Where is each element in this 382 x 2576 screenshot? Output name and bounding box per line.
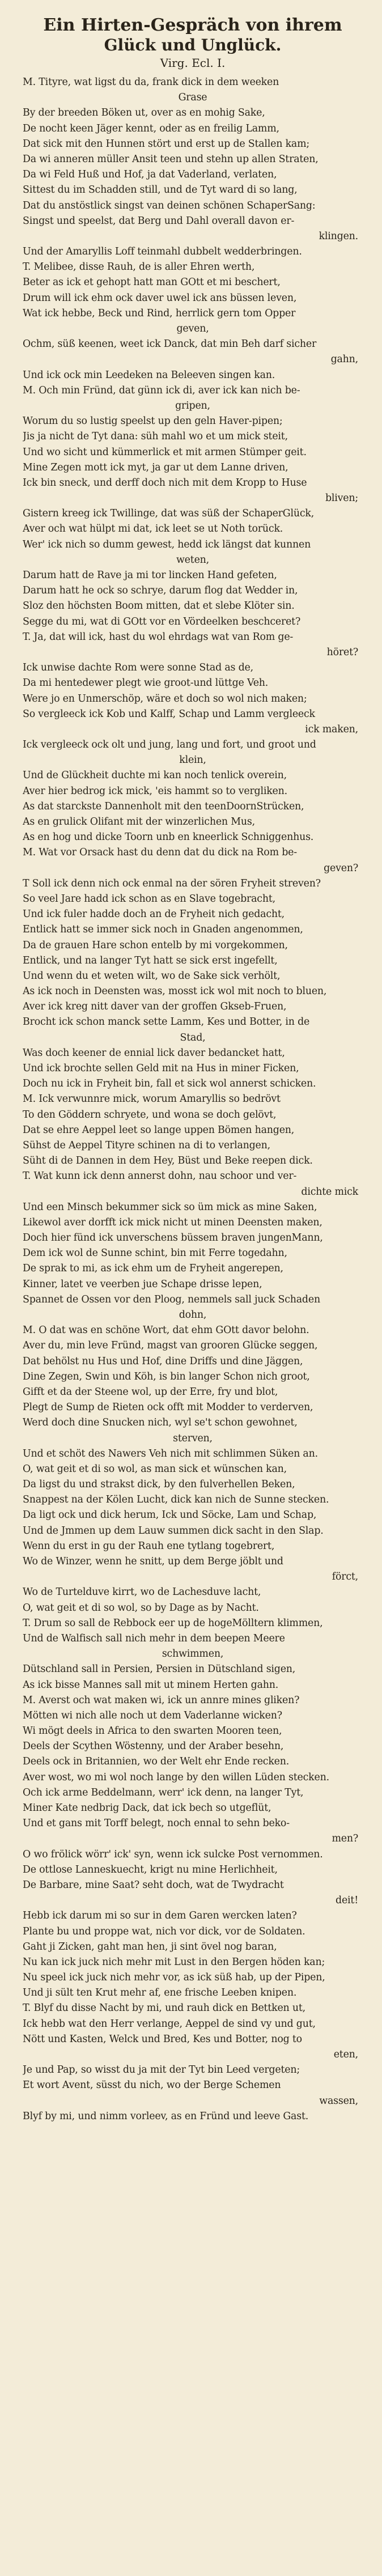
verse-line: De Barbare, mine Saat? seht doch, wat de Twydracht [23,1879,284,1891]
verse-line: weten, [176,554,209,566]
verse-line: Segge du mi, wat di GOtt vor en Vördeelken beschceret? [23,616,301,627]
verse-line: As ick bisse Mannes sall mit ut minem Herten gahn. [23,1679,279,1691]
page-title: Ein Hirten-Gespräch von ihrem [43,15,342,35]
verse-line: Sloz den höchsten Boom mitten, dat et slebe Klöter sin. [23,600,295,612]
verse-line: Plegt de Sump de Rieten ock offt mit Modder to verderven, [23,1402,313,1414]
verse-line: T. Melibee, disse Rauh, de is aller Ehren werth, [23,261,255,273]
verse-line: Da wi Feld Huß und Hof, ja dat Vaderland, verlaten, [23,169,277,181]
verse-line: Aver wost, wo mi wol noch lange by den willen Lüden stecken. [23,1771,329,1783]
verse-line: Miner Kate nedbrig Dack, dat ick bech so utgeflüt, [23,1802,271,1814]
verse-line: Werd doch dine Snucken nich, wyl se't schon gewohnet, [23,1417,298,1429]
verse-line: Da ligt ock und dick herum, Ick und Söcke, Lam und Schap, [23,1509,317,1521]
verse-line: Wenn du erst in gu der Rauh ene tytlang togebrert, [23,1540,275,1552]
verse-line: gahn, [330,354,358,366]
verse-line: Beter as ick et gehopt hatt man GOtt et mi beschert, [23,277,281,288]
verse-line: Nu speel ick juck nich mehr vor, as ick süß hab, up der Pipen, [23,1972,325,1984]
verse-line: M. Och min Fründ, dat günn ick di, aver ick kan nich be- [23,384,300,396]
verse-line: Aver du, min leve Fründ, magst van grooren Glücke seggen, [23,1340,318,1352]
verse-line: Et wort Avent, süsst du nich, wo der Berge Schemen [23,2080,281,2091]
verse-line: Entlick hatt se immer sick noch in Gnaden angenommen, [23,924,303,936]
verse-line: As en hog und dicke Toorn unb en kneerlick Schniggenhus. [23,831,314,843]
verse-line: Und ji sült ten Krut mehr af, ene frische Leeben knipen. [23,1987,297,1999]
verse-line: Und een Minsch bekummer sick so üm mick as mine Saken, [23,1201,317,1213]
verse-line: Mine Zegen mott ick myt, ja gar ut dem Lanne driven, [23,461,288,473]
verse-line: M. Tityre, wat ligst du da, frank dick in dem weeken [23,77,279,88]
verse-line: Da mi hentedewer plegt wie groot-und lüttge Veh. [23,677,269,689]
verse-line: dohn, [179,1309,207,1321]
verse-line: Gifft et da der Steene wol, up der Erre, fry und blot, [23,1386,278,1398]
verse-line: Ick unwise dachte Rom were sonne Stad as de, [23,662,253,674]
verse-line: Darum hatt de Rave ja mi tor lincken Hand gefeten, [23,570,277,581]
verse-line: klein, [179,754,206,766]
verse-line: Dat du anstöstlick singst van deinen schönen SchaperSang: [23,200,316,211]
verse-line: M. Wat vor Orsack hast du denn dat du dick na Rom be- [23,847,297,859]
verse-line: O wo frölick wörr' ick' syn, wenn ick sulcke Post vernommen. [23,1848,323,1860]
verse-line: T. Blyf du disse Nacht by mi, und rauh dick en Bettken ut, [23,2002,306,2014]
verse-line: Brocht ick schon manck sette Lamm, Kes und Botter, in de [23,1016,310,1028]
verse-line: Ochm, süß keenen, weet ick Danck, dat min Beh darf sicher [23,338,317,350]
verse-line: T. Drum so sall de Rebbock eer up de hogeMölltern klimmen, [23,1617,323,1629]
verse-line: gripen, [175,400,210,411]
verse-line: Grase [178,92,207,104]
verse-line: Und wo sicht und kümmerlick et mit armen Stümper geit. [23,446,307,458]
verse-line: Und de Jmmen up dem Lauw summen dick sacht in den Slap. [23,1525,324,1537]
verse-line: Je und Pap, so wisst du ja mit der Tyt bin Leed vergeten; [23,2064,300,2076]
page-subtitle: Glück und Unglück. [104,36,282,54]
verse-line: Und der Amaryllis Loff teinmahl dubbelt wedderbringen. [23,246,302,258]
verse-line: Plante bu und proppe wat, nich vor dick, vor de Soldaten. [23,1925,305,1937]
verse-line: Spannet de Ossen vor den Ploog, nemmels sall juck Schaden [23,1293,320,1305]
verse-line: Da de grauen Hare schon entelb by mi vorgekommen, [23,939,288,951]
verse-line: Wo de Winzer, wenn he snitt, up dem Berge jöblt und [23,1556,283,1567]
verse-line: Singst und speelst, dat Berg und Dahl overall davon er- [23,215,295,227]
verse-line: Aver och wat hülpt mi dat, ick leet se ut Noth torück. [23,523,283,535]
verse-line: Dem ick wol de Sunne schint, bin mit Ferre togedahn, [23,1247,287,1259]
verse-line: Dine Zegen, Swin und Köh, is bin langer Schon nich groot, [23,1370,310,1382]
verse-line: Doch hier fünd ick unverschens büssem braven jungenMann, [23,1232,323,1244]
verse-line: Da ligst du und strakst dick, by den fulverhellen Beken, [23,1479,295,1491]
verse-line: schwimmen, [162,1648,224,1660]
verse-line: As en grulick Olifant mit der winzerlichen Mus, [23,816,255,827]
verse-line: Nu kan ick juck nich mehr mit Lust in den Bergen höden kan; [23,1956,325,1968]
verse-line: Und et schöt des Nawers Veh nich mit schlimmen Süken an. [23,1448,318,1459]
verse-line: men? [332,1833,358,1845]
verse-line: Darum hatt he ock so schrye, darum flog dat Wedder in, [23,585,298,597]
verse-line: Da wi anneren müller Ansit teen und stehn up allen Straten, [23,153,319,165]
verse-line: De sprak to mi, as ick ehm um de Fryheit angerepen, [23,1263,283,1275]
verse-line: Was doch keener de ennial lick daver bedancket hatt, [23,1047,285,1059]
verse-line: Und ick fuler hadde doch an de Fryheit nich gedacht, [23,909,285,920]
source-reference: Virg. Ecl. I. [160,56,226,70]
verse-line: Wi mögt deels in Africa to den swarten Mooren teen, [23,1725,282,1737]
verse-line: To den Göddern schryete, und wona se doch gelövt, [23,1109,277,1121]
verse-line: As ick noch in Deensten was, mosst ick wol mit noch to bluen, [23,986,327,998]
verse-line: Ick bin sneck, und derff doch nich mit dem Kropp to Huse [23,477,307,489]
verse-line: förct, [332,1571,358,1583]
verse-line: Dat behölst nu Hus und Hof, dine Driffs und dine Jäggen, [23,1355,303,1367]
verse-line: Wer' ick nich so dumm gewest, hedd ick längst dat kunnen [23,538,311,550]
verse-line: geven? [324,862,358,874]
verse-line: M. Averst och wat maken wi, ick un annre mines gliken? [23,1694,300,1706]
verse-line: Und ick brochte sellen Geld mit na Hus in miner Ficken, [23,1063,299,1074]
verse-line: Were jo en Unmerschöp, wäre et doch so wol nich maken; [23,693,307,705]
verse-line: Dat se ehre Aeppel leet so lange uppen Bömen hangen, [23,1124,295,1136]
verse-line: T. Ja, dat will ick, hast du wol ehrdags wat van Rom ge- [23,631,294,643]
verse-line: Sittest du im Schadden still, und de Tyt ward di so lang, [23,184,298,196]
verse-line: Doch nu ick in Fryheit bin, fall et sick wol annerst schicken. [23,1078,316,1090]
verse-line: Sühst de Aeppel Tityre schinen na di to verlangen, [23,1139,270,1151]
verse-line: Blyf by mi, und nimm vorleev, as en Fründ und leeve Gast. [23,2110,309,2122]
verse-line: T Soll ick denn nich ock enmal na der sören Fryheit streven? [23,877,321,889]
verse-line: Wo de Turtelduve kirrt, wo de Lachesduve lacht, [23,1586,261,1598]
verse-line: Ick hebb wat den Herr verlange, Aeppel de sind vy und gut, [23,2018,316,2030]
verse-line: Snappest na der Kölen Lucht, dick kan nich de Sunne stecken. [23,1494,329,1506]
verse-line: wassen, [319,2095,358,2107]
verse-line: So vergleeck ick Kob und Kalff, Schap und Lamm vergleeck [23,708,315,720]
verse-line: Und et gans mit Torff belegt, noch ennal to sehn beko- [23,1818,290,1830]
verse-line: M. O dat was en schöne Wort, dat ehm GOtt davor belohn. [23,1325,309,1336]
verse-line: Worum du so lustig speelst up den geln Haver-pipen; [23,415,283,427]
verse-line: Gaht ji Zicken, gaht man hen, ji sint övel nog baran, [23,1941,277,1953]
verse-line: Stad, [180,1032,206,1043]
verse-line: ick maken, [305,723,358,735]
verse-line: De ottlose Lanneskuecht, krigt nu mine Herlichheit, [23,1864,278,1875]
poem-body [23,75,363,2124]
verse-line: O, wat geit et di so wol, as man sick et wünschen kan, [23,1463,287,1475]
verse-line: eten, [333,2049,358,2060]
verse-line: höret? [326,646,358,658]
verse-line: Entlick, und na langer Tyt hatt se sick erst ingefellt, [23,954,278,966]
verse-line: Drum will ick ehm ock daver uwel ick ans büssen leven, [23,292,297,304]
verse-line: Kinner, latet ve veerben jue Schape drisse lepen, [23,1278,262,1290]
verse-line: Und wenn du et weten wilt, wo de Sake sick verhölt, [23,970,281,982]
verse-line: klingen. [319,230,358,242]
verse-line: Likewol aver dorfft ick mick nicht ut minen Deensten maken, [23,1216,322,1228]
verse-line: Nött und Kasten, Welck und Bred, Kes und Botter, nog to [23,2033,302,2045]
verse-line: Ick vergleeck ock olt und jung, lang und fort, und groot und [23,739,316,751]
verse-line: Deels ock in Britannien, wo der Welt ehr Ende recken. [23,1756,290,1768]
verse-line: Mötten wi nich alle noch ut dem Vaderlanne wicken? [23,1709,282,1721]
verse-line: So veel Jare hadd ick schon as en Slave togebracht, [23,893,275,905]
verse-line: sterven, [173,1432,213,1444]
verse-line: deit! [336,1895,358,1907]
verse-line: Dütschland sall in Persien, Persien in Dütschland sigen, [23,1663,296,1675]
verse-line: Hebb ick darum mi so sur in dem Garen wercken laten? [23,1910,297,1922]
verse-line: Und de Glückheit duchte mi kan noch tenlick overein, [23,770,287,782]
verse-line: By der breeden Böken ut, over as en mohig Sake, [23,107,265,119]
verse-line: O, wat geit et di so wol, so by Dage as by Nacht. [23,1602,259,1614]
verse-line: As dat starckste Dannenholt mit den teenDoornStrücken, [23,800,304,812]
verse-line: bliven; [325,493,358,504]
verse-line: geven, [176,323,209,334]
verse-line: Und ick ock min Leedeken na Beleeven singen kan. [23,369,275,381]
verse-line: Dat sick mit den Hunnen stört und erst up de Stallen kam; [23,138,310,150]
verse-line: T. Wat kunn ick denn annerst dohn, nau schoor und ver- [23,1170,297,1182]
verse-line: dichte mick [301,1186,358,1198]
verse-line: Aver hier bedrog ick mick, 'eis hammt so to vergliken. [23,785,287,797]
verse-line: M. Ick verwunnre mick, worum Amaryllis so bedrövt [23,1093,281,1105]
verse-line: Och ick arme Beddelmann, werr' ick denn, na langer Tyt, [23,1786,304,1798]
verse-line: Und de Walfisch sall nich mehr in dem beepen Meere [23,1632,285,1644]
verse-line: Jis ja nicht de Tyt dana: süh mahl wo et um mick steit, [23,431,288,443]
verse-line: Deels der Scythen Wöstenny, und der Araber besehn, [23,1741,284,1752]
verse-line: Gistern kreeg ick Twillinge, dat was süß der SchaperGlück, [23,508,315,520]
verse-line: Aver ick kreg nitt daver van der groffen Gkseb-Fruen, [23,1001,287,1013]
verse-line: Wat ick hebbe, Beck und Rind, herrlick gern tom Opper [23,307,296,319]
verse-line: De nocht keen Jäger kennt, oder as en freilig Lamm, [23,122,279,134]
verse-line: Süht di de Dannen in dem Hey, Büst und Beke reepen dick. [23,1155,313,1167]
